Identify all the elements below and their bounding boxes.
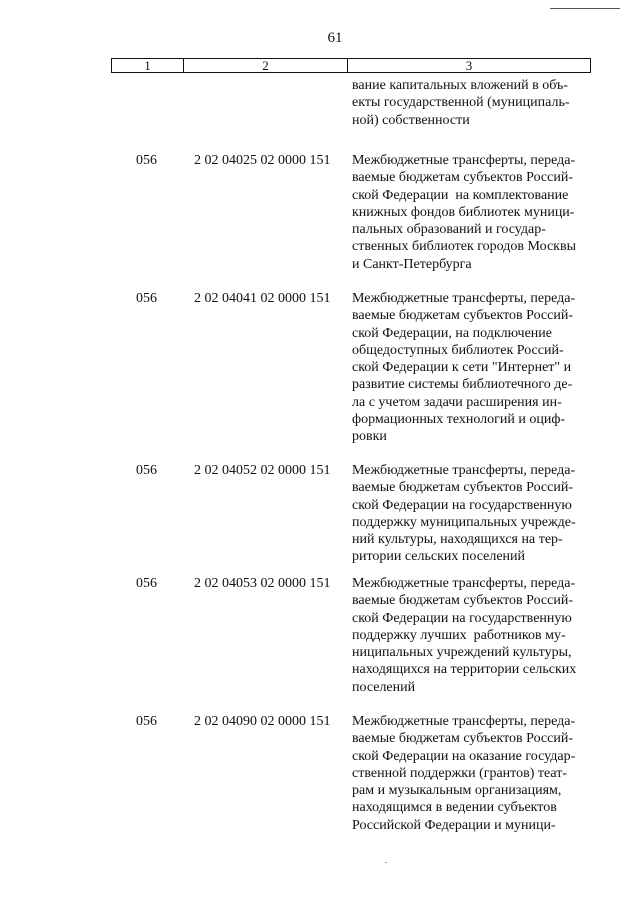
scan-mark	[385, 862, 387, 863]
row-description: Межбюджетные трансферты, переда- ваемые бюджетам субъектов Россий- ской Федерации на комплектование книжных фондов библиотек муници- пальных образований и государ- ственных библиотек городов Москвы и Санкт-Петербурга	[352, 153, 576, 272]
row-description: Межбюджетные трансферты, переда- ваемые бюджетам субъектов Россий- ской Федерации на оказание государ- ственной поддержки (грантов) теат- рам и музыкальным организациям, находящимся в ведении субъектов Российской Федерации и муници-	[352, 714, 576, 833]
admin-code: 056	[136, 291, 157, 306]
budget-code: 2 02 04025 02 0000 151	[194, 153, 331, 168]
row-description: Межбюджетные трансферты, переда- ваемые бюджетам субъектов Россий- ской Федерации, на подключение общедоступных библиотек Россий- ской Федерации к сети "Интернет" и развитие системы библиотечного де- ла с учетом задачи расширения ин- формационных технологий и оциф- ровки	[352, 291, 576, 445]
admin-code: 056	[136, 153, 157, 168]
budget-code: 2 02 04041 02 0000 151	[194, 291, 331, 306]
header-column-1: 1	[112, 59, 184, 72]
top-rule	[550, 8, 620, 9]
admin-code: 056	[136, 714, 157, 729]
header-column-3: 3	[465, 58, 473, 73]
admin-code: 056	[136, 463, 157, 478]
budget-code: 2 02 04090 02 0000 151	[194, 714, 331, 729]
header-column-2: 2	[184, 59, 348, 72]
budget-code: 2 02 04052 02 0000 151	[194, 463, 331, 478]
budget-code: 2 02 04053 02 0000 151	[194, 576, 331, 591]
table-header	[111, 58, 591, 73]
page-number: 61	[327, 30, 343, 46]
row-description: Межбюджетные трансферты, переда- ваемые бюджетам субъектов Россий- ской Федерации на государственную поддержку лучших работников му- ниципальных учреждений культуры, находящихся на территории сельских поселений	[352, 576, 577, 695]
row-description: Межбюджетные трансферты, переда- ваемые бюджетам субъектов Россий- ской Федерации на государственную поддержку муниципальных учрежде- ний культуры, находящихся на тер- ритории сельских поселений	[352, 463, 576, 565]
continued-description: вание капитальных вложений в объ- екты государственной (муниципаль- ной) собственности	[352, 78, 570, 128]
admin-code: 056	[136, 576, 157, 591]
